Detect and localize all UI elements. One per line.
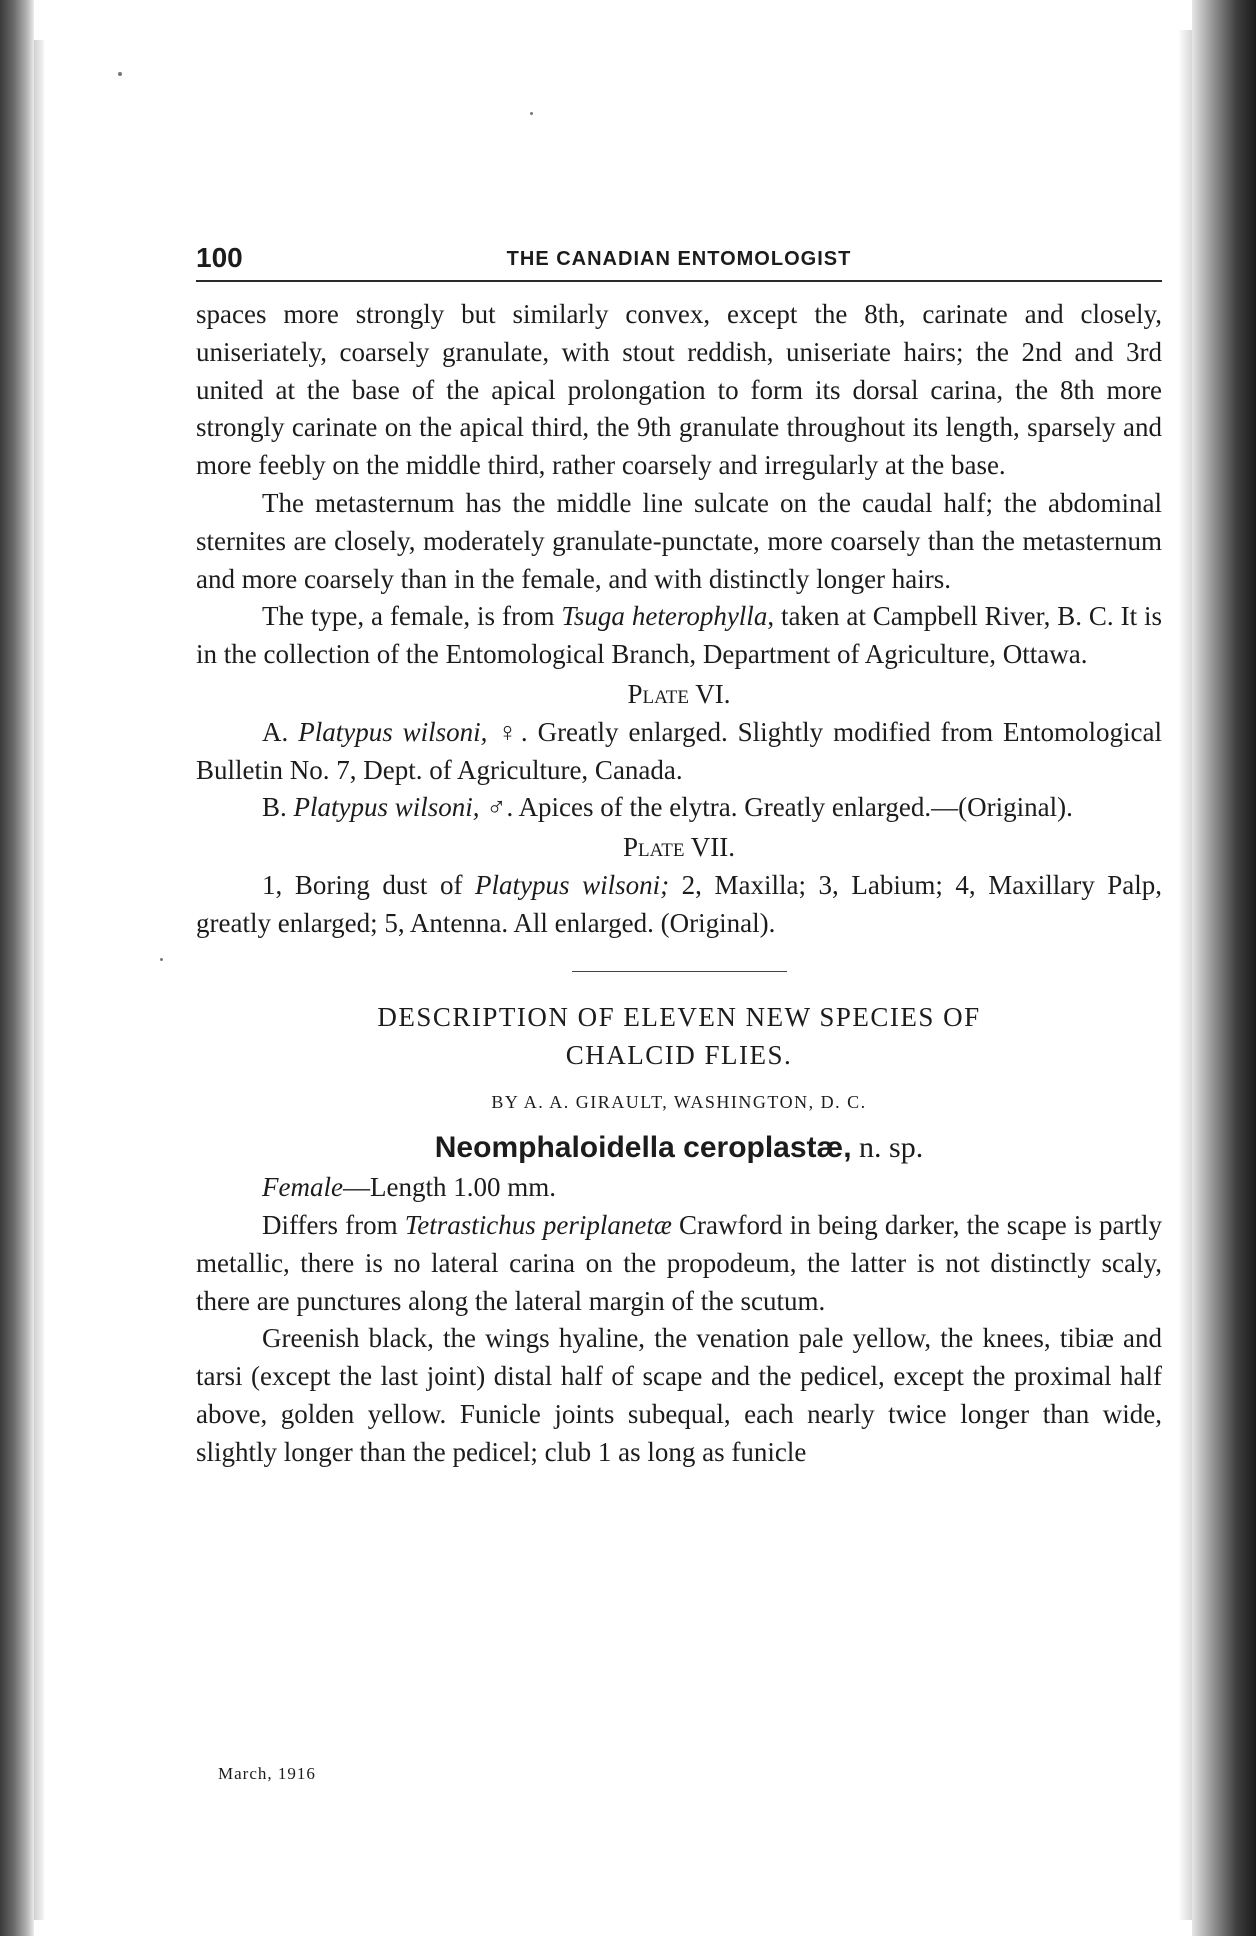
scan-right-edge: [1192, 0, 1256, 1936]
scan-page-curl-right: [1178, 30, 1192, 1920]
text-run: ♂. Apices of the elytra. Greatly enlarged.—(Original).: [479, 792, 1073, 823]
plate-vii-caption: [196, 867, 1162, 943]
plate-vi-caption-a: [196, 714, 1162, 790]
section-divider: [572, 971, 787, 972]
paragraph-elytra: spaces more strongly but similarly convex, except the 8th, carinate and closely, uniseriately, coarsely granulate, with stout reddish, uniseriate hairs; the 2nd and 3rd united at the base of the apical prolongation to form its dorsal carina, the 8th more strongly carinate on the apical third, the 9th granulate throughout its length, sparsely and more feebly on the middle third, rather coarsely and irregularly at the base.: [196, 299, 1162, 481]
page-number: 100: [196, 242, 243, 273]
species-italic: Tetrastichus periplanetæ: [404, 1209, 672, 1240]
issue-date: March, 1916: [218, 1764, 316, 1783]
species-italic: Platypus wilsoni;: [475, 869, 670, 900]
species-name: Neomphaloidella ceroplastæ,: [434, 1131, 852, 1165]
species-italic: Platypus wilsoni,: [293, 792, 480, 823]
text-run: Differs from: [262, 1209, 405, 1240]
article-title-line-1: DESCRIPTION OF ELEVEN NEW SPECIES OF: [377, 1001, 981, 1032]
text-run: , taken at Campbell River, B. C. It is in the collection of the Entomological Branch, Department of Agriculture, Ottawa.: [196, 601, 1163, 670]
article-title-line-2: CHALCID FLIES.: [565, 1039, 793, 1070]
page-header: [196, 240, 1162, 282]
scan-page-curl-left: [34, 40, 44, 1920]
caption-label: B.: [262, 792, 287, 823]
scan-speck: [118, 72, 122, 76]
species-italic: Tsuga heterophylla: [561, 601, 768, 632]
plate-vii-heading: Plate VII.: [623, 832, 735, 863]
running-head: THE CANADIAN ENTOMOLOGIST: [506, 248, 852, 270]
female-length: [196, 1169, 1162, 1207]
plate-vi-caption-b: [196, 789, 1162, 827]
caption-label: A.: [262, 716, 289, 747]
scan-left-edge: [0, 0, 34, 1936]
paragraph-type: [196, 598, 1162, 674]
species-italic: Platypus wilsoni,: [298, 716, 488, 747]
paragraph-metasternum: The metasternum has the middle line sulcate on the caudal half; the abdominal sternites are closely, moderately granulate-punctate, more coarsely than the metasternum and more coarsely than in the female, and with distinctly longer hairs.: [196, 487, 1162, 594]
species-suffix: n. sp.: [851, 1131, 924, 1165]
text-run: —Length 1.00 mm.: [342, 1172, 556, 1203]
sex-label: Female: [262, 1172, 343, 1203]
text-run: 2, Maxilla; 3, Labium; 4, Maxillary Palp, greatly enlarged; 5, Antenna. All enlarged. (Original).: [196, 869, 1163, 938]
paragraph-differs: [196, 1207, 1162, 1320]
page-content: [196, 240, 1162, 1472]
body-text: [196, 296, 1162, 1472]
species-heading: [196, 1129, 1162, 1167]
article-byline: BY A. A. GIRAULT, WASHINGTON, D. C.: [491, 1091, 867, 1112]
scan-speck: [530, 112, 533, 115]
scan-speck: [160, 958, 163, 961]
text-run: Crawford in being darker, the scape is partly metallic, there is no lateral carina on the propodeum, the latter is not distinctly scaly, there are punctures along the lateral margin of the scutum.: [196, 1209, 1162, 1316]
plate-vi-heading: Plate VI.: [627, 678, 731, 709]
paragraph-description: Greenish black, the wings hyaline, the venation pale yellow, the knees, tibiæ and tarsi (except the last joint) distal half of scape and the pedicel, except the proximal half above, golden yellow. Funicle joints subequal, each nearly twice longer than wide, slightly longer than the pedicel; club 1 as long as funicle: [196, 1323, 1162, 1467]
text-run: The type, a female, is from: [262, 601, 562, 632]
text-run: ♀. Greatly enlarged. Slightly modified from Entomological Bulletin No. 7, Dept. of Agriculture, Canada.: [196, 716, 1162, 785]
text-run: 1, Boring dust of: [262, 869, 476, 900]
